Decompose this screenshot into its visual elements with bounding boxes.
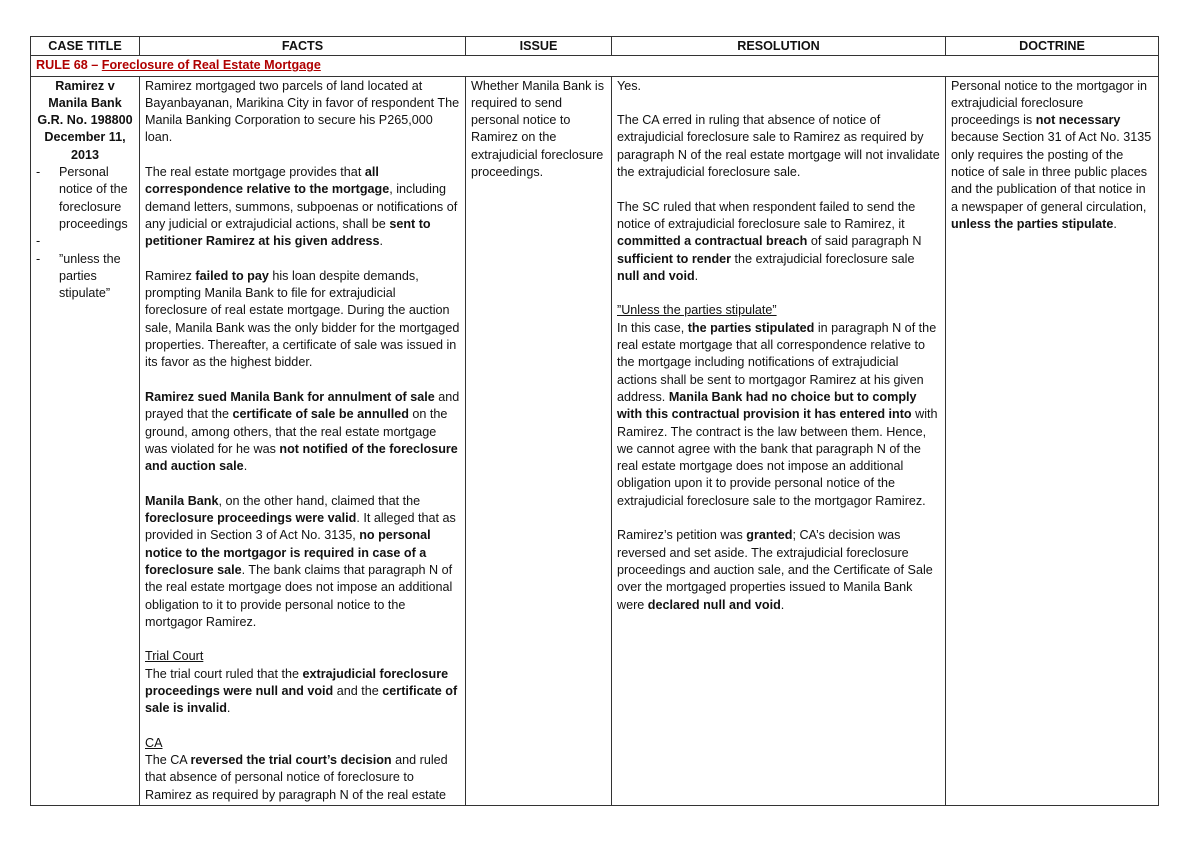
header-resolution: RESOLUTION <box>612 37 946 56</box>
case-digest-table <box>30 36 1159 806</box>
facts-paragraph: Ramirez failed to pay his loan despite demands, prompting Manila Bank to file for extrajudicial foreclosure of real estate mortgage. During the auction sale, Manila Bank was the only bidder for the mortgaged properties. Thereafter, a certificate of sale was issued in its favor as the highest bidder. <box>145 268 460 370</box>
resolution-paragraph: Ramirez’s petition was granted; CA’s decision was reversed and set aside. The extrajudicial foreclosure proceedings and auction sale, and the Certificate of Sale over the mortgaged properties issued to Manila Bank were declared null and void. <box>617 528 933 612</box>
case-note: - ”unless the parties stipulate” <box>36 251 134 303</box>
facts-paragraph: Ramirez mortgaged two parcels of land located at Bayanbayanan, Marikina City in favor of respondent The Manila Banking Corporation to secure his P265,000 loan. <box>145 78 460 145</box>
facts-paragraph: Manila Bank, on the other hand, claimed that the foreclosure proceedings were valid. It alleged that as provided in Section 3 of Act No. 3135, no personal notice to the mortgagor is required in case of a foreclosure sale. The bank claims that paragraph N of the real estate mortgage does not impose an additional obligation to it to provide personal notice to the mortgagor Ramirez. <box>145 493 456 629</box>
ca-heading: CA <box>145 735 163 750</box>
facts-paragraph: The real estate mortgage provides that all correspondence relative to the mortgage, including demand letters, summons, subpoenas or notifications of any judicial or extrajudicial actions, shall be sent to petitioner Ramirez at his given address. <box>145 165 458 249</box>
resolution-answer: Yes. <box>617 78 642 93</box>
trial-court-heading: Trial Court <box>145 649 204 664</box>
rule-topic: Foreclosure of Real Estate Mortgage <box>101 58 321 73</box>
stipulation-heading: ”Unless the parties stipulate” <box>617 303 777 318</box>
doctrine-cell <box>946 76 1159 805</box>
header-row <box>31 37 1159 56</box>
case-date-line: 2013 <box>70 147 100 162</box>
resolution-cell <box>612 76 946 805</box>
case-name-line: Ramirez v <box>55 78 115 93</box>
facts-cell <box>140 76 466 805</box>
case-date-line: December 11, <box>44 130 126 145</box>
facts-paragraph: The trial court ruled that the extrajudicial foreclosure proceedings were null and void and the certificate of sale is invalid. <box>145 666 458 716</box>
header-doctrine: DOCTRINE <box>946 37 1159 56</box>
facts-paragraph: The CA reversed the trial court’s decision and ruled that absence of personal notice of foreclosure to Ramirez as required by paragraph N of the real estate <box>145 753 448 802</box>
resolution-paragraph: The CA erred in ruling that absence of notice of extrajudicial foreclosure sale to Ramirez as required by paragraph N of the real estate mortgage will not invalidate the extrajudicial foreclosure sale. <box>617 113 940 180</box>
rule-heading <box>31 56 1159 76</box>
case-title <box>36 78 134 164</box>
issue-cell <box>466 76 612 805</box>
resolution-paragraph: The SC ruled that when respondent failed to send the notice of extrajudicial foreclosure sale to Ramirez, it committed a contractual breach of said paragraph N sufficient to render the extrajudicial foreclosure sale null and void. <box>617 199 922 283</box>
case-name-line: Manila Bank <box>48 95 122 110</box>
case-notes-list <box>36 164 134 302</box>
case-note: - Personal notice of the foreclosure proceedings <box>36 164 134 233</box>
header-issue: ISSUE <box>466 37 612 56</box>
rule-row <box>31 56 1159 76</box>
rule-prefix: RULE 68 – <box>36 58 102 73</box>
case-row <box>31 76 1159 805</box>
spacer <box>36 233 134 250</box>
case-title-cell <box>31 76 140 805</box>
resolution-paragraph: In this case, the parties stipulated in paragraph N of the real estate mortgage that all correspondence relative to the mortgage including notifications of extrajudicial actions shall be sent to mortgagor Ramirez at his given address. Manila Bank had no choice but to comply with this contractual provision it has entered into with Ramirez. The contract is the law between them. Hence, we cannot agree with the bank that paragraph N of the real estate mortgage does not impose an additional obligation upon it to provide personal notice of the extrajudicial foreclosure sale to the mortgagor Ramirez. <box>617 320 938 508</box>
facts-paragraph: Ramirez sued Manila Bank for annulment of sale and prayed that the certificate of sale be annulled on the ground, among others, that the real estate mortgage was violated for he was not notified of the foreclosure and auction sale. <box>145 389 460 474</box>
issue-text: Whether Manila Bank is required to send personal notice to Ramirez on the extrajudicial foreclosure proceedings. <box>471 78 604 180</box>
doctrine-text: Personal notice to the mortgagor in extrajudicial foreclosure proceedings is not necessary because Section 31 of Act No. 3135 only requires the posting of the notice of sale in three public places and the publication of that notice in a newspaper of general circulation, unless the parties stipulate. <box>951 78 1152 231</box>
header-case-title: CASE TITLE <box>31 37 140 56</box>
header-facts: FACTS <box>140 37 466 56</box>
case-gr-number: G.R. No. 198800 <box>37 113 133 128</box>
